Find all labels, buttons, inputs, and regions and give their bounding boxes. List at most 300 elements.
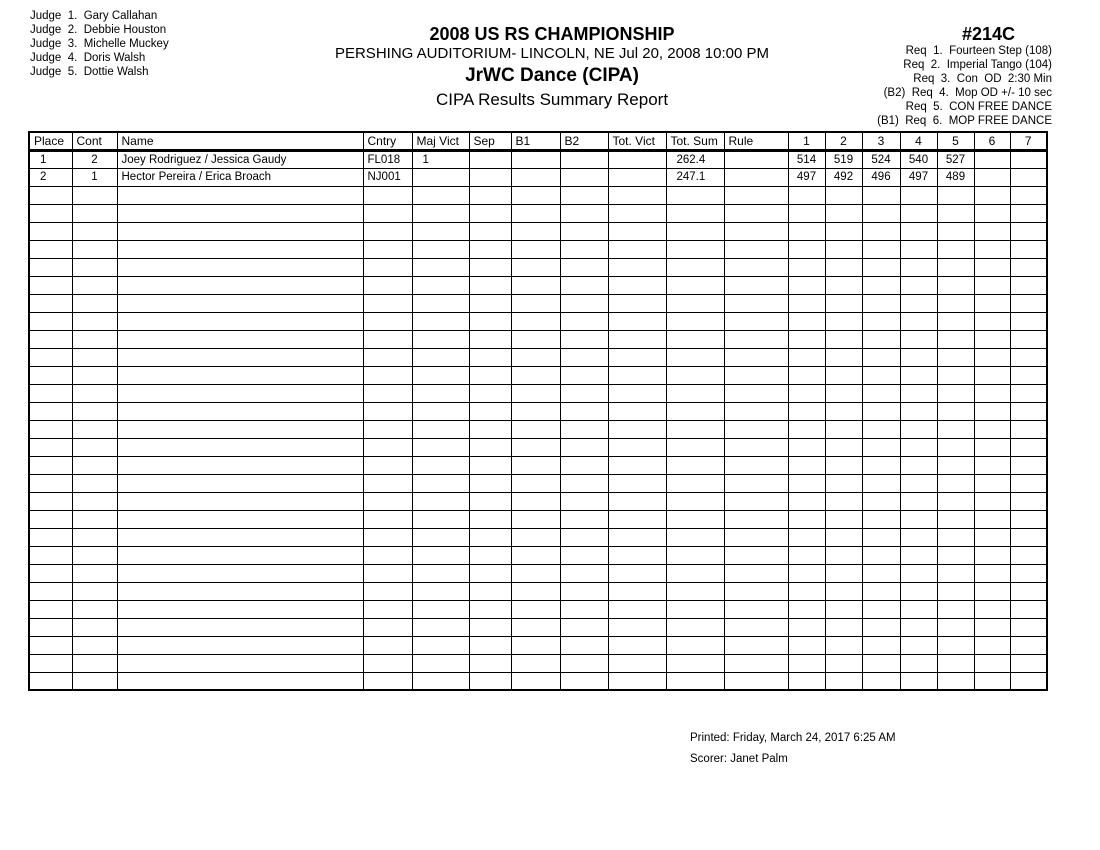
empty-cell (788, 456, 825, 474)
empty-cell (29, 582, 72, 600)
empty-cell (900, 582, 937, 600)
empty-cell (1010, 528, 1047, 546)
empty-cell (608, 474, 666, 492)
empty-cell (862, 186, 900, 204)
empty-cell (511, 240, 560, 258)
empty-cell (825, 186, 862, 204)
empty-cell (666, 222, 724, 240)
empty-cell (29, 564, 72, 582)
empty-cell (560, 564, 608, 582)
empty-cell (937, 636, 974, 654)
empty-cell (608, 186, 666, 204)
empty-cell (608, 546, 666, 564)
empty-cell (29, 510, 72, 528)
empty-cell (825, 276, 862, 294)
col-judge-6: 6 (974, 132, 1010, 150)
empty-cell (608, 654, 666, 672)
empty-cell (72, 582, 117, 600)
empty-cell (412, 240, 469, 258)
cell-judge-6 (974, 168, 1010, 186)
judges-list (30, 9, 169, 79)
empty-cell (117, 366, 363, 384)
empty-cell (788, 636, 825, 654)
empty-cell (1010, 384, 1047, 402)
empty-cell (560, 654, 608, 672)
cell-judge-6 (974, 150, 1010, 168)
empty-cell (511, 222, 560, 240)
empty-cell (666, 276, 724, 294)
empty-cell (608, 492, 666, 510)
empty-cell (900, 438, 937, 456)
empty-cell (511, 204, 560, 222)
empty-cell (469, 204, 511, 222)
empty-cell (788, 474, 825, 492)
col-judge-3: 3 (862, 132, 900, 150)
cell-cntry: NJ001 (363, 168, 412, 186)
empty-cell (825, 312, 862, 330)
empty-cell (666, 510, 724, 528)
empty-cell (825, 672, 862, 690)
empty-cell (937, 654, 974, 672)
empty-cell (412, 348, 469, 366)
empty-cell (363, 636, 412, 654)
empty-cell (72, 600, 117, 618)
empty-cell (608, 222, 666, 240)
judge-3: Judge 3. Michelle Muckey (30, 38, 169, 50)
empty-cell (724, 330, 788, 348)
empty-cell (937, 456, 974, 474)
empty-cell (825, 204, 862, 222)
empty-cell (974, 582, 1010, 600)
empty-cell (788, 384, 825, 402)
empty-table-row (29, 312, 1047, 330)
empty-cell (511, 636, 560, 654)
empty-cell (608, 312, 666, 330)
empty-cell (900, 636, 937, 654)
empty-cell (72, 204, 117, 222)
empty-cell (862, 528, 900, 546)
empty-cell (788, 672, 825, 690)
judge-5: Judge 5. Dottie Walsh (30, 66, 149, 78)
empty-cell (724, 420, 788, 438)
empty-cell (666, 240, 724, 258)
empty-cell (1010, 186, 1047, 204)
empty-table-row (29, 366, 1047, 384)
empty-table-row (29, 564, 1047, 582)
empty-cell (788, 276, 825, 294)
empty-cell (1010, 672, 1047, 690)
empty-cell (560, 672, 608, 690)
empty-cell (117, 582, 363, 600)
empty-cell (72, 618, 117, 636)
event-number: #214C (962, 24, 1016, 44)
empty-cell (469, 546, 511, 564)
empty-cell (117, 618, 363, 636)
empty-cell (469, 222, 511, 240)
cell-tot-vict (608, 168, 666, 186)
empty-cell (825, 420, 862, 438)
empty-cell (29, 276, 72, 294)
empty-cell (511, 258, 560, 276)
empty-cell (117, 420, 363, 438)
empty-cell (937, 438, 974, 456)
empty-cell (937, 564, 974, 582)
empty-table-row (29, 222, 1047, 240)
empty-cell (724, 240, 788, 258)
empty-cell (1010, 600, 1047, 618)
empty-cell (900, 492, 937, 510)
empty-cell (363, 492, 412, 510)
empty-cell (29, 600, 72, 618)
empty-cell (29, 366, 72, 384)
empty-cell (363, 222, 412, 240)
cell-tot-sum: 247.1 (666, 168, 724, 186)
empty-cell (363, 618, 412, 636)
empty-cell (974, 546, 1010, 564)
empty-cell (608, 294, 666, 312)
empty-cell (974, 384, 1010, 402)
empty-cell (363, 456, 412, 474)
empty-table-row (29, 294, 1047, 312)
empty-cell (117, 402, 363, 420)
empty-cell (412, 420, 469, 438)
empty-table-row (29, 510, 1047, 528)
empty-cell (862, 618, 900, 636)
empty-cell (788, 582, 825, 600)
empty-cell (511, 546, 560, 564)
empty-cell (560, 204, 608, 222)
empty-cell (666, 600, 724, 618)
empty-cell (724, 258, 788, 276)
requirement-6: (B1) Req 6. MOP FREE DANCE (877, 115, 1052, 127)
empty-cell (666, 204, 724, 222)
empty-cell (469, 330, 511, 348)
empty-cell (363, 420, 412, 438)
empty-cell (724, 672, 788, 690)
empty-cell (937, 546, 974, 564)
empty-cell (412, 294, 469, 312)
empty-cell (117, 438, 363, 456)
empty-cell (974, 204, 1010, 222)
empty-cell (363, 312, 412, 330)
empty-cell (862, 654, 900, 672)
empty-cell (469, 420, 511, 438)
requirement-5: Req 5. CON FREE DANCE (905, 101, 1052, 113)
col-judge-2: 2 (825, 132, 862, 150)
empty-cell (412, 474, 469, 492)
empty-cell (29, 654, 72, 672)
empty-cell (363, 330, 412, 348)
championship-title: 2008 US RS CHAMPIONSHIP (429, 24, 675, 44)
empty-cell (724, 222, 788, 240)
empty-cell (560, 600, 608, 618)
empty-cell (117, 456, 363, 474)
empty-table-row (29, 636, 1047, 654)
empty-cell (511, 510, 560, 528)
empty-cell (974, 348, 1010, 366)
empty-cell (412, 564, 469, 582)
empty-cell (363, 438, 412, 456)
empty-cell (412, 582, 469, 600)
empty-cell (469, 348, 511, 366)
empty-cell (825, 582, 862, 600)
empty-cell (29, 384, 72, 402)
empty-cell (862, 312, 900, 330)
empty-cell (862, 564, 900, 582)
empty-cell (900, 276, 937, 294)
empty-cell (1010, 330, 1047, 348)
empty-cell (1010, 312, 1047, 330)
col-cont: Cont (72, 132, 117, 150)
empty-cell (937, 204, 974, 222)
empty-cell (724, 582, 788, 600)
empty-cell (511, 474, 560, 492)
empty-cell (666, 420, 724, 438)
cell-sep (469, 168, 511, 186)
empty-cell (937, 402, 974, 420)
empty-cell (724, 384, 788, 402)
empty-cell (974, 312, 1010, 330)
empty-cell (560, 456, 608, 474)
empty-cell (862, 456, 900, 474)
empty-cell (560, 582, 608, 600)
empty-cell (72, 492, 117, 510)
empty-cell (724, 456, 788, 474)
cell-judge-3: 496 (862, 168, 900, 186)
empty-cell (29, 456, 72, 474)
empty-cell (560, 474, 608, 492)
cell-name: Hector Pereira / Erica Broach (117, 168, 363, 186)
judge-2: Judge 2. Debbie Houston (30, 24, 167, 36)
empty-cell (862, 582, 900, 600)
empty-cell (511, 420, 560, 438)
empty-cell (72, 528, 117, 546)
empty-cell (412, 186, 469, 204)
empty-cell (608, 402, 666, 420)
empty-cell (724, 276, 788, 294)
empty-cell (937, 474, 974, 492)
empty-cell (825, 510, 862, 528)
empty-cell (900, 186, 937, 204)
col-b1: B1 (511, 132, 560, 150)
empty-table-row (29, 456, 1047, 474)
empty-cell (560, 366, 608, 384)
empty-cell (117, 546, 363, 564)
empty-cell (1010, 258, 1047, 276)
empty-cell (412, 492, 469, 510)
empty-cell (469, 654, 511, 672)
empty-cell (862, 510, 900, 528)
empty-cell (511, 456, 560, 474)
requirement-1: Req 1. Fourteen Step (108) (905, 45, 1052, 57)
empty-table-row (29, 528, 1047, 546)
empty-table-row (29, 258, 1047, 276)
empty-cell (724, 600, 788, 618)
empty-cell (29, 294, 72, 312)
empty-cell (511, 672, 560, 690)
empty-cell (937, 186, 974, 204)
empty-table-row (29, 672, 1047, 690)
empty-cell (412, 438, 469, 456)
empty-cell (29, 186, 72, 204)
empty-cell (608, 456, 666, 474)
cell-tot-vict (608, 150, 666, 168)
empty-cell (825, 636, 862, 654)
empty-cell (900, 312, 937, 330)
empty-cell (363, 384, 412, 402)
cell-judge-1: 514 (788, 150, 825, 168)
empty-cell (72, 384, 117, 402)
empty-cell (117, 600, 363, 618)
empty-cell (862, 402, 900, 420)
scorer: Scorer: Janet Palm (690, 753, 788, 765)
empty-cell (900, 240, 937, 258)
empty-cell (72, 402, 117, 420)
empty-cell (862, 546, 900, 564)
col-sep: Sep (469, 132, 511, 150)
empty-cell (666, 348, 724, 366)
empty-cell (724, 186, 788, 204)
empty-cell (511, 402, 560, 420)
empty-cell (937, 366, 974, 384)
empty-cell (511, 654, 560, 672)
empty-cell (511, 528, 560, 546)
empty-cell (825, 618, 862, 636)
empty-cell (1010, 204, 1047, 222)
empty-cell (937, 510, 974, 528)
empty-cell (974, 672, 1010, 690)
empty-cell (608, 258, 666, 276)
empty-cell (72, 294, 117, 312)
venue-datetime: PERSHING AUDITORIUM- LINCOLN, NE Jul 20, 2008 10:00 PM (334, 45, 770, 62)
empty-cell (1010, 222, 1047, 240)
empty-cell (974, 654, 1010, 672)
empty-cell (974, 636, 1010, 654)
empty-cell (1010, 456, 1047, 474)
table-header-row (29, 132, 1047, 150)
report-title: CIPA Results Summary Report (435, 90, 669, 109)
empty-table-row (29, 384, 1047, 402)
empty-cell (511, 618, 560, 636)
empty-cell (788, 402, 825, 420)
table-row (29, 168, 1047, 186)
empty-cell (1010, 510, 1047, 528)
empty-cell (363, 474, 412, 492)
empty-cell (560, 240, 608, 258)
empty-cell (937, 420, 974, 438)
empty-cell (825, 402, 862, 420)
cell-b2 (560, 150, 608, 168)
empty-cell (900, 564, 937, 582)
empty-cell (608, 528, 666, 546)
empty-cell (29, 618, 72, 636)
empty-cell (363, 600, 412, 618)
empty-cell (974, 186, 1010, 204)
empty-cell (724, 438, 788, 456)
empty-cell (608, 204, 666, 222)
empty-cell (412, 384, 469, 402)
empty-cell (1010, 618, 1047, 636)
empty-cell (974, 456, 1010, 474)
empty-cell (937, 240, 974, 258)
empty-cell (560, 438, 608, 456)
empty-cell (788, 330, 825, 348)
empty-cell (862, 600, 900, 618)
empty-cell (469, 276, 511, 294)
empty-cell (937, 384, 974, 402)
empty-cell (666, 636, 724, 654)
empty-cell (117, 204, 363, 222)
empty-cell (666, 492, 724, 510)
empty-cell (469, 600, 511, 618)
empty-cell (788, 510, 825, 528)
empty-cell (72, 510, 117, 528)
empty-cell (72, 438, 117, 456)
cell-judge-4: 540 (900, 150, 937, 168)
cell-judge-2: 492 (825, 168, 862, 186)
empty-table-row (29, 402, 1047, 420)
empty-cell (1010, 492, 1047, 510)
empty-cell (900, 618, 937, 636)
empty-cell (412, 258, 469, 276)
empty-cell (511, 582, 560, 600)
empty-cell (666, 330, 724, 348)
cell-tot-sum: 262.4 (666, 150, 724, 168)
empty-cell (937, 600, 974, 618)
empty-cell (900, 222, 937, 240)
empty-cell (511, 348, 560, 366)
empty-cell (666, 582, 724, 600)
empty-cell (412, 654, 469, 672)
empty-cell (825, 240, 862, 258)
empty-cell (412, 636, 469, 654)
empty-cell (469, 564, 511, 582)
empty-cell (469, 258, 511, 276)
empty-cell (724, 366, 788, 384)
empty-cell (862, 366, 900, 384)
empty-cell (560, 186, 608, 204)
empty-cell (825, 294, 862, 312)
empty-cell (862, 348, 900, 366)
empty-cell (117, 312, 363, 330)
empty-cell (724, 510, 788, 528)
empty-cell (363, 348, 412, 366)
empty-cell (363, 402, 412, 420)
empty-cell (788, 420, 825, 438)
empty-cell (608, 420, 666, 438)
empty-cell (117, 294, 363, 312)
empty-cell (72, 240, 117, 258)
col-b2: B2 (560, 132, 608, 150)
empty-cell (363, 510, 412, 528)
empty-cell (560, 402, 608, 420)
empty-cell (608, 330, 666, 348)
empty-cell (511, 438, 560, 456)
empty-cell (29, 672, 72, 690)
empty-cell (511, 492, 560, 510)
empty-table-row (29, 330, 1047, 348)
empty-cell (412, 330, 469, 348)
empty-cell (900, 348, 937, 366)
cell-judge-4: 497 (900, 168, 937, 186)
empty-cell (412, 618, 469, 636)
empty-cell (560, 258, 608, 276)
cell-maj-vict (412, 168, 469, 186)
empty-cell (511, 330, 560, 348)
empty-cell (666, 564, 724, 582)
empty-cell (469, 402, 511, 420)
empty-cell (117, 528, 363, 546)
